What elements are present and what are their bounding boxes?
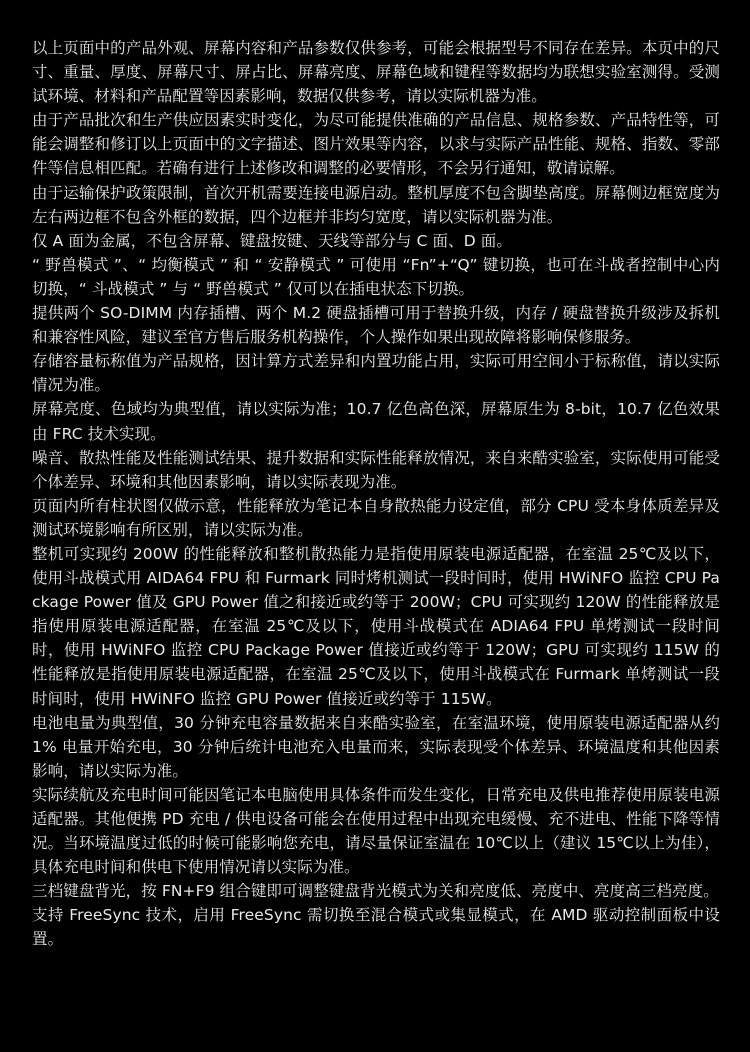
disclaimer-metal-surface: 仅 A 面为金属，不包含屏幕、键盘按键、天线等部分与 C 面、D 面。 (32, 231, 512, 250)
disclaimer-storage-capacity: 存储容量标称值为产品规格，因计算方式差异和内置功能占用，实际可用空间小于标称值，请以实际情况为准。 (32, 352, 720, 395)
disclaimer-noise-thermal: 噪音、散热性能及性能测试结果、提升数据和实际性能释放情况，来自来酷实验室，实际使用可能受个体差异、环境和其他因素影响，请以实际表现为准。 (32, 448, 720, 491)
disclaimer-power-release: 整机可实现约 200W 的性能释放和整机散热能力是指使用原装电源适配器，在室温 25℃及以下，使用斗战模式用 AIDA64 FPU 和 Furmark 同时烤机测试一段时间时，使用 HWiNFO 监控 CPU Package Power 值及 GPU Power 值之和接近或约等于 200W；CPU 可实现约 120W 的性能释放是指使用原装电源适配器，在室温 25℃及以下，使用斗战模式在 ADIA64 FPU 单烤测试一段时间时，使用 HWiNFO 监控 CPU Package Power 值接近或约等于 120W；GPU 可实现约 115W 的性能释放是指使用原装电源适配器，在室温 25℃及以下，使用斗战模式在 Furmark 单烤测试一段时间时，使用 HWiNFO 监控 GPU Power 值接近或约等于 115W。 (32, 544, 720, 708)
disclaimer-battery: 电池电量为典型值，30 分钟充电容量数据来自来酷实验室，在室温环境，使用原装电源适配器从约 1% 电量开始充电，30 分钟后统计电池充入电量而来，实际表现受个体差异、环境温度和其他因素影响，请以实际为准。 (32, 713, 720, 780)
disclaimer-memory-slots: 提供两个 SO-DIMM 内存插槽、两个 M.2 硬盘插槽可用于替换升级，内存 / 硬盘替换升级涉及拆机和兼容性风险，建议至官方售后服务机构操作，个人操作如果出现故障将影响保修服务。 (32, 304, 720, 347)
disclaimer-performance-modes: “ 野兽模式 ”、“ 均衡模式 ” 和 “ 安静模式 ” 可使用 “Fn”+“Q” 键切换，也可在斗战者控制中心内切换，“ 斗战模式 ” 与 “ 野兽模式 ” 仅可以在插电状态下切换。 (32, 255, 720, 298)
disclaimer-shipping-power: 由于运输保护政策限制，首次开机需要连接电源启动。整机厚度不包含脚垫高度。屏幕侧边框宽度为左右两边框不包含外框的数据，四个边框并非均匀宽度，请以实际机器为准。 (32, 183, 720, 226)
disclaimer-appearance-specs: 以上页面中的产品外观、屏幕内容和产品参数仅供参考，可能会根据型号不同存在差异。本页中的尺寸、重量、厚度、屏幕尺寸、屏占比、屏幕亮度、屏幕色域和键程等数据均为联想实验室测得。受测试环境、材料和产品配置等因素影响，数据仅供参考，请以实际机器为准。 (32, 39, 720, 106)
disclaimer-bar-charts: 页面内所有柱状图仅做示意，性能释放为笔记本自身散热能力设定值，部分 CPU 受本身体质差异及测试环境影响有所区别，请以实际为准。 (32, 496, 720, 539)
disclaimer-product-batch: 由于产品批次和生产供应因素实时变化，为尽可能提供准确的产品信息、规格参数、产品特性等，可能会调整和修订以上页面中的文字描述、图片效果等内容，以求与实际产品性能、规格、指数、零部件等信息相匹配。若确有进行上述修改和调整的必要情形，不会另行通知，敬请谅解。 (32, 111, 720, 178)
disclaimer-screen-color: 屏幕亮度、色域均为典型值，请以实际为准；10.7 亿色高色深，屏幕原生为 8-bit，10.7 亿色效果由 FRC 技术实现。 (32, 400, 720, 443)
disclaimer-freesync: 支持 FreeSync 技术，启用 FreeSync 需切换至混合模式或集显模式，在 AMD 驱动控制面板中设置。 (32, 906, 720, 949)
disclaimer-keyboard-backlight: 三档键盘背光，按 FN+F9 组合键即可调整键盘背光模式为关和亮度低、亮度中、亮度高三档亮度。 (32, 882, 719, 901)
disclaimer-battery-life-charging: 实际续航及充电时间可能因笔记本电脑使用具体条件而发生变化，日常充电及供电推荐使用原装电源适配器。其他便携 PD 充电 / 供电设备可能会在使用过程中出现充电缓慢、充不进电、性能下降等情况。当环境温度过低的时候可能影响您充电，请尽量保证室温在 10℃以上（建议 15℃以上为佳），具体充电时间和供电下使用情况请以实际为准。 (32, 785, 720, 877)
